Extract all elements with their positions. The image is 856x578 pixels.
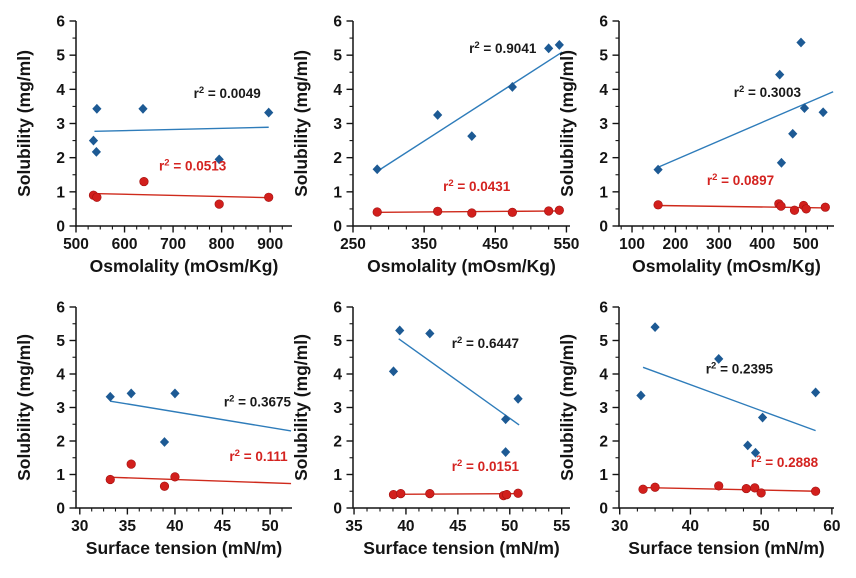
subplot-3 — [557, 14, 834, 277]
r2-annotation: $r^2 = 0.0049$ — [193, 84, 261, 101]
r2-annotation: $r^2 = 0.3003$ — [733, 83, 801, 100]
y-tick-label: 1 — [56, 467, 65, 484]
y-tick-label: 4 — [333, 81, 342, 99]
y-tick-label: 6 — [56, 13, 65, 31]
data-point-circle — [514, 489, 523, 498]
data-point-circle — [757, 489, 766, 498]
data-point-diamond — [508, 82, 517, 92]
y-tick-label: 4 — [599, 366, 608, 384]
y-axis-title: Solubility (mg/ml) — [557, 50, 577, 197]
data-point-diamond — [636, 391, 645, 401]
data-point-diamond — [555, 40, 564, 50]
trendline-blue — [399, 339, 519, 425]
data-point-diamond — [138, 104, 147, 114]
data-point-diamond — [758, 413, 767, 423]
data-point-diamond — [389, 366, 398, 376]
y-tick-label: 0 — [333, 218, 342, 236]
y-tick-label: 0 — [56, 218, 65, 236]
trendline-red — [643, 488, 817, 492]
y-tick-label: 1 — [333, 184, 342, 202]
data-point-diamond — [544, 43, 553, 53]
x-tick-label: 30 — [71, 518, 89, 535]
x-tick-label: 450 — [482, 236, 509, 253]
data-point-circle — [396, 489, 405, 498]
data-point-circle — [433, 207, 442, 216]
data-point-circle — [215, 200, 224, 209]
data-point-diamond — [777, 158, 786, 168]
r2-annotation: $r^2 = 0.3675$ — [223, 393, 292, 410]
y-tick-label: 5 — [599, 333, 608, 350]
y-tick-label: 2 — [599, 150, 608, 168]
y-tick-label: 3 — [333, 116, 342, 133]
data-point-circle — [821, 203, 830, 212]
data-point-diamond — [373, 164, 382, 174]
data-point-circle — [802, 205, 811, 214]
r2-annotation: $r^2 = 0.0151$ — [451, 457, 519, 474]
y-axis-title: Solubility (mg/ml) — [14, 50, 34, 197]
r2-annotation: $r^2 = 0.0513$ — [159, 157, 227, 174]
x-axis-title: Osmolality (mOsm/Kg) — [632, 256, 821, 276]
y-tick-label: 2 — [333, 433, 342, 451]
x-tick-label: 50 — [752, 518, 770, 535]
data-point-circle — [777, 202, 786, 211]
y-tick-label: 3 — [599, 400, 608, 417]
subplot-5 — [291, 300, 571, 559]
r2-annotation: $r^2 = 0.2888$ — [750, 453, 819, 470]
x-tick-label: 55 — [553, 518, 571, 535]
y-tick-label: 6 — [56, 299, 65, 317]
data-point-diamond — [501, 414, 510, 424]
y-tick-label: 0 — [599, 500, 608, 518]
data-point-circle — [373, 208, 382, 217]
trendline-blue — [643, 367, 816, 430]
x-axis-title: Osmolality (mOsm/Kg) — [367, 256, 556, 276]
x-tick-label: 300 — [705, 236, 732, 253]
data-point-circle — [790, 206, 799, 215]
r2-annotation: $r^2 = 0.0897$ — [706, 172, 775, 188]
data-point-diamond — [127, 389, 136, 399]
subplot-6 — [557, 300, 841, 559]
data-point-diamond — [92, 104, 101, 114]
y-tick-label: 3 — [333, 400, 342, 417]
y-tick-label: 6 — [333, 299, 342, 317]
y-tick-label: 3 — [56, 400, 65, 417]
data-point-circle — [742, 484, 751, 493]
y-axis-title: Solubility (mg/ml) — [557, 334, 577, 481]
trendline-red — [108, 477, 291, 483]
x-tick-label: 350 — [411, 236, 438, 253]
x-axis-title: Surface tension (mN/m) — [85, 538, 283, 558]
y-tick-label: 6 — [599, 13, 608, 31]
data-point-circle — [714, 482, 723, 491]
trendline-blue — [658, 92, 833, 168]
data-point-circle — [639, 485, 648, 494]
data-point-circle — [811, 487, 820, 496]
data-point-diamond — [501, 447, 510, 457]
x-tick-label: 50 — [261, 518, 279, 535]
y-tick-label: 0 — [333, 500, 342, 518]
x-tick-label: 800 — [208, 236, 235, 253]
data-point-diamond — [89, 136, 98, 146]
axis-spines — [619, 21, 834, 226]
data-point-diamond — [433, 110, 442, 120]
subplot-4 — [14, 300, 292, 559]
data-point-diamond — [264, 108, 273, 118]
r2-annotation: $r^2 = 0.2395$ — [705, 360, 774, 377]
y-tick-label: 1 — [599, 467, 608, 484]
y-tick-label: 3 — [56, 116, 65, 133]
x-tick-label: 35 — [345, 518, 363, 535]
data-point-diamond — [395, 326, 404, 336]
y-tick-label: 4 — [56, 366, 65, 384]
data-point-circle — [426, 489, 435, 498]
r2-annotation: $r^2 = 0.0431$ — [443, 178, 511, 195]
y-tick-label: 6 — [599, 299, 608, 317]
x-tick-label: 400 — [749, 236, 776, 253]
x-axis-title: Surface tension (mN/m) — [363, 538, 560, 558]
y-tick-label: 5 — [56, 333, 65, 350]
x-tick-label: 60 — [823, 518, 841, 535]
data-point-diamond — [775, 70, 784, 80]
x-tick-label: 200 — [662, 236, 689, 253]
trendline-blue — [377, 52, 562, 171]
x-tick-label: 500 — [63, 236, 89, 253]
x-tick-label: 900 — [257, 236, 284, 253]
y-tick-label: 1 — [333, 467, 342, 484]
data-point-diamond — [819, 107, 828, 117]
x-tick-label: 700 — [160, 236, 187, 253]
y-axis-title: Solubility (mg/ml) — [291, 50, 311, 197]
x-tick-label: 550 — [553, 236, 580, 253]
data-point-circle — [555, 206, 564, 215]
data-point-diamond — [800, 103, 809, 113]
y-tick-label: 2 — [333, 150, 342, 168]
data-point-circle — [468, 209, 477, 218]
y-tick-label: 5 — [333, 47, 342, 65]
data-point-circle — [140, 177, 149, 186]
x-tick-label: 50 — [501, 518, 519, 535]
data-point-diamond — [788, 129, 797, 139]
data-point-diamond — [170, 389, 179, 399]
y-tick-label: 5 — [599, 47, 608, 65]
x-tick-label: 35 — [118, 518, 137, 535]
data-point-circle — [171, 473, 180, 482]
data-point-diamond — [425, 329, 434, 339]
data-point-circle — [502, 490, 511, 499]
data-point-diamond — [650, 322, 659, 332]
data-point-diamond — [811, 388, 820, 398]
y-tick-label: 2 — [599, 433, 608, 451]
data-point-diamond — [106, 392, 115, 402]
y-tick-label: 6 — [333, 13, 342, 31]
y-tick-label: 4 — [333, 366, 342, 384]
data-point-diamond — [160, 437, 169, 447]
x-axis-title: Surface tension (mN/m) — [628, 538, 825, 558]
y-tick-label: 4 — [599, 81, 608, 99]
y-tick-label: 1 — [599, 184, 608, 202]
y-tick-label: 0 — [56, 500, 65, 518]
data-point-circle — [544, 207, 553, 216]
y-axis-title: Solubility (mg/ml) — [14, 334, 34, 481]
y-tick-label: 5 — [56, 47, 65, 65]
y-tick-label: 0 — [599, 218, 608, 236]
y-axis-title: Solubility (mg/ml) — [291, 334, 311, 481]
trendline-red — [93, 194, 269, 198]
r2-annotation: $r^2 = 0.111$ — [229, 447, 288, 464]
axis-spines — [619, 307, 834, 508]
x-tick-label: 40 — [166, 518, 184, 535]
x-tick-label: 600 — [111, 236, 138, 253]
data-point-circle — [106, 475, 115, 484]
x-tick-label: 40 — [681, 518, 700, 535]
data-point-diamond — [92, 147, 101, 157]
data-point-diamond — [467, 131, 476, 141]
data-point-diamond — [796, 38, 805, 48]
subplot-2 — [291, 14, 579, 277]
data-point-circle — [127, 460, 136, 469]
data-point-circle — [508, 208, 517, 217]
x-tick-label: 30 — [611, 518, 629, 535]
x-axis-title: Osmolality (mOsm/Kg) — [89, 256, 279, 276]
axis-spines — [353, 21, 570, 226]
data-point-circle — [654, 201, 663, 210]
data-point-circle — [264, 193, 273, 202]
x-tick-label: 45 — [449, 518, 467, 535]
y-tick-label: 4 — [56, 81, 65, 99]
r2-annotation: $r^2 = 0.9041$ — [469, 39, 537, 56]
x-tick-label: 45 — [213, 518, 232, 535]
x-tick-label: 40 — [397, 518, 415, 535]
x-tick-label: 250 — [340, 236, 366, 253]
data-point-circle — [93, 193, 102, 202]
subplot-1 — [14, 14, 292, 277]
y-tick-label: 2 — [56, 150, 65, 168]
y-tick-label: 5 — [333, 333, 342, 350]
data-point-circle — [160, 482, 169, 491]
data-point-diamond — [513, 394, 522, 404]
x-tick-label: 100 — [619, 236, 645, 253]
y-tick-label: 1 — [56, 184, 65, 202]
y-tick-label: 3 — [599, 116, 608, 133]
x-tick-label: 500 — [792, 236, 819, 253]
trendline-blue — [94, 127, 268, 131]
r2-annotation: $r^2 = 0.6447$ — [451, 335, 519, 352]
data-point-circle — [651, 483, 660, 492]
data-point-diamond — [743, 440, 752, 450]
y-tick-label: 2 — [56, 433, 65, 451]
